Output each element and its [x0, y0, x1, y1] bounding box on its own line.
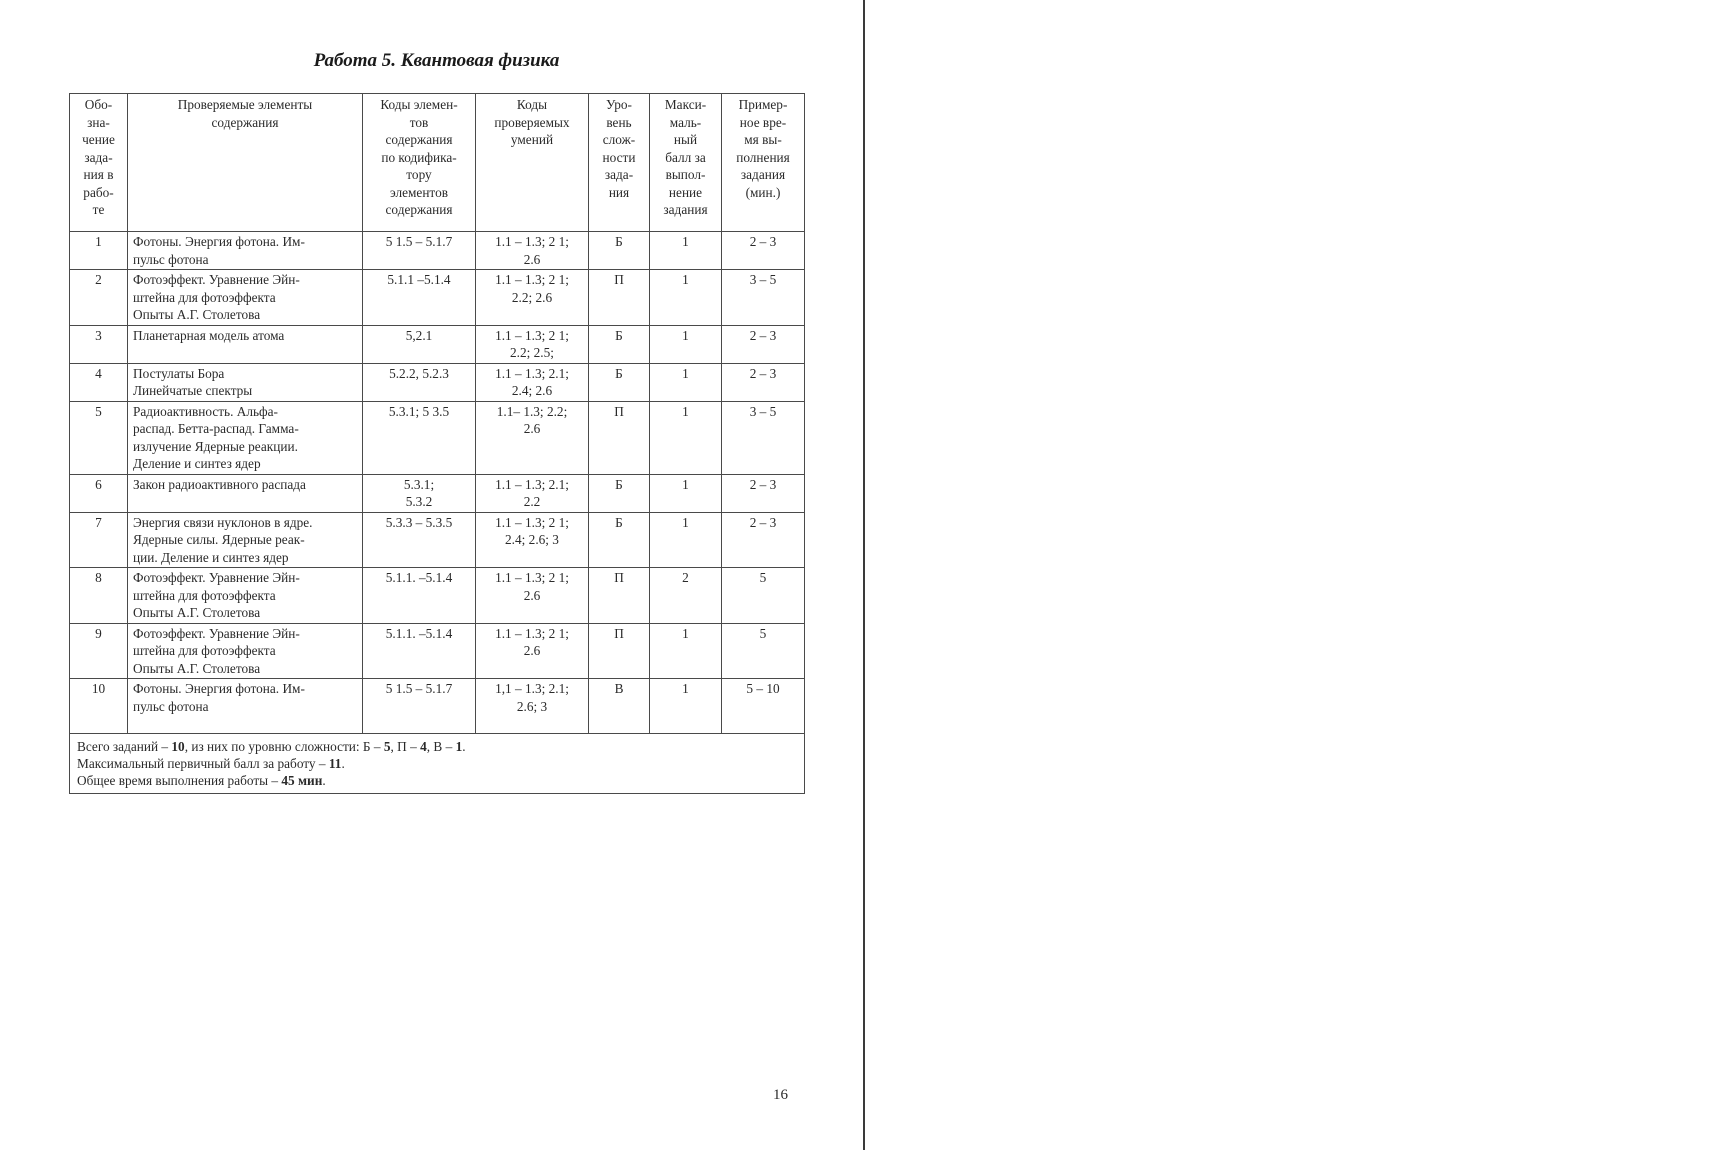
page-title: Работа 5. Квантовая физика: [313, 50, 560, 71]
max-score: 1: [650, 232, 722, 270]
difficulty-level: Б: [589, 232, 650, 270]
approx-time: 5: [722, 623, 805, 679]
difficulty-level: П: [589, 270, 650, 326]
level-v-count: 1: [455, 739, 463, 754]
approx-time: 2 – 3: [722, 325, 805, 363]
difficulty-level: П: [589, 568, 650, 624]
max-score: 1: [650, 401, 722, 474]
task-number: 5: [70, 401, 128, 474]
summary-text: .: [462, 739, 466, 754]
max-score: 2: [650, 568, 722, 624]
task-number: 3: [70, 325, 128, 363]
difficulty-level: Б: [589, 474, 650, 512]
task-number: 4: [70, 363, 128, 401]
table-row: [70, 232, 805, 270]
task-number: 7: [70, 512, 128, 568]
skill-codes: 1.1 – 1.3; 2.1; 2.4; 2.6: [476, 363, 589, 401]
summary-text: , В –: [426, 739, 456, 754]
skill-codes: 1,1 – 1.3; 2.1; 2.6; 3: [476, 679, 589, 734]
table-header-row: [70, 94, 805, 232]
content-codes: 5.1.1 –5.1.4: [363, 270, 476, 326]
task-number: 10: [70, 679, 128, 734]
level-b-count: 5: [383, 739, 391, 754]
level-p-count: 4: [420, 739, 427, 754]
task-number: 6: [70, 474, 128, 512]
content-codes: 5.2.2, 5.2.3: [363, 363, 476, 401]
summary-max-score: [77, 755, 797, 772]
header-task-number: Обо- зна- чение зада- ния в рабо- те: [70, 94, 128, 232]
max-score: 1: [650, 679, 722, 734]
table-row: [70, 679, 805, 734]
skill-codes: 1.1 – 1.3; 2 1; 2.6: [476, 232, 589, 270]
summary-total-time: [77, 772, 797, 789]
content-codes: 5 1.5 – 5.1.7: [363, 232, 476, 270]
total-tasks-value: 10: [171, 739, 185, 754]
approx-time: 2 – 3: [722, 512, 805, 568]
difficulty-level: П: [589, 623, 650, 679]
table-row: [70, 568, 805, 624]
content-elements: Фотоэффект. Уравнение Эйн- штейна для фотоэффекта Опыты А.Г. Столетова: [128, 623, 363, 679]
table-row: [70, 325, 805, 363]
content-codes: 5.3.1; 5.3.2: [363, 474, 476, 512]
max-score: 1: [650, 325, 722, 363]
summary-text: .: [322, 773, 326, 788]
approx-time: 2 – 3: [722, 363, 805, 401]
content-elements: Фотоны. Энергия фотона. Им- пульс фотона: [128, 232, 363, 270]
task-number: 8: [70, 568, 128, 624]
content-codes: 5.3.3 – 5.3.5: [363, 512, 476, 568]
difficulty-level: Б: [589, 325, 650, 363]
content-elements: Фотоны. Энергия фотона. Им- пульс фотона: [128, 679, 363, 734]
approx-time: 5 – 10: [722, 679, 805, 734]
max-score: 1: [650, 363, 722, 401]
content-elements: Закон радиоактивного распада: [128, 474, 363, 512]
content-codes: 5.3.1; 5 3.5: [363, 401, 476, 474]
skill-codes: 1.1 – 1.3; 2 1; 2.6: [476, 568, 589, 624]
table-row: [70, 363, 805, 401]
page-number: 16: [773, 1087, 788, 1103]
approx-time: 5: [722, 568, 805, 624]
summary-text: Общее время выполнения работы –: [77, 773, 282, 788]
difficulty-level: Б: [589, 363, 650, 401]
header-content-elements: Проверяемые элементы содержания: [128, 94, 363, 232]
table-row: [70, 270, 805, 326]
summary-text: .: [341, 756, 345, 771]
difficulty-level: В: [589, 679, 650, 734]
content-codes: 5.1.1. –5.1.4: [363, 623, 476, 679]
table-row: [70, 512, 805, 568]
table-row: [70, 401, 805, 474]
skill-codes: 1.1 – 1.3; 2 1; 2.2; 2.6: [476, 270, 589, 326]
header-content-codes: Коды элемен- тов содержания по кодифика- тору элементов содержания: [363, 94, 476, 232]
header-skill-codes: Коды проверяемых умений: [476, 94, 589, 232]
difficulty-level: Б: [589, 512, 650, 568]
max-score: 1: [650, 623, 722, 679]
header-approx-time: Пример- ное вре- мя вы- полнения задания (мин.): [722, 94, 805, 232]
total-time-value: 45 мин: [281, 773, 323, 788]
summary-text: , П –: [390, 739, 421, 754]
max-score: 1: [650, 512, 722, 568]
content-elements: Энергия связи нуклонов в ядре. Ядерные силы. Ядерные реак- ции. Деление и синтез ядер: [128, 512, 363, 568]
approx-time: 3 – 5: [722, 401, 805, 474]
task-number: 9: [70, 623, 128, 679]
content-codes: 5 1.5 – 5.1.7: [363, 679, 476, 734]
summary-text: , из них по уровню сложности: Б –: [184, 739, 384, 754]
max-score: 1: [650, 474, 722, 512]
content-elements: Фотоэффект. Уравнение Эйн- штейна для фотоэффекта Опыты А.Г. Столетова: [128, 568, 363, 624]
header-difficulty-level: Уро- вень слож- ности зада- ния: [589, 94, 650, 232]
approx-time: 3 – 5: [722, 270, 805, 326]
max-score-value: 11: [328, 756, 342, 771]
table-row: [70, 623, 805, 679]
summary-row: [70, 734, 805, 794]
header-max-score: Макси- маль- ный балл за выпол- нение задания: [650, 94, 722, 232]
skill-codes: 1.1 – 1.3; 2 1; 2.2; 2.5;: [476, 325, 589, 363]
skill-codes: 1.1 – 1.3; 2 1; 2.6: [476, 623, 589, 679]
skill-codes: 1.1 – 1.3; 2.1; 2.2: [476, 474, 589, 512]
summary-cell: [70, 734, 805, 794]
content-elements: Планетарная модель атома: [128, 325, 363, 363]
table-row: [70, 474, 805, 512]
left-page: [0, 0, 862, 1150]
max-score: 1: [650, 270, 722, 326]
summary-total-tasks: [77, 738, 797, 755]
specification-table: [69, 93, 805, 794]
content-codes: 5,2.1: [363, 325, 476, 363]
content-elements: Фотоэффект. Уравнение Эйн- штейна для фотоэффекта Опыты А.Г. Столетова: [128, 270, 363, 326]
approx-time: 2 – 3: [722, 232, 805, 270]
task-number: 2: [70, 270, 128, 326]
approx-time: 2 – 3: [722, 474, 805, 512]
right-page-blank: [865, 0, 1729, 1150]
skill-codes: 1.1 – 1.3; 2 1; 2.4; 2.6; 3: [476, 512, 589, 568]
content-elements: Постулаты Бора Линейчатые спектры: [128, 363, 363, 401]
summary-text: Максимальный первичный балл за работу –: [77, 756, 329, 771]
skill-codes: 1.1– 1.3; 2.2; 2.6: [476, 401, 589, 474]
content-elements: Радиоактивность. Альфа- распад. Бетта-распад. Гамма- излучение Ядерные реакции. Деление и синтез ядер: [128, 401, 363, 474]
content-codes: 5.1.1. –5.1.4: [363, 568, 476, 624]
summary-text: Всего заданий –: [77, 739, 172, 754]
difficulty-level: П: [589, 401, 650, 474]
task-number: 1: [70, 232, 128, 270]
